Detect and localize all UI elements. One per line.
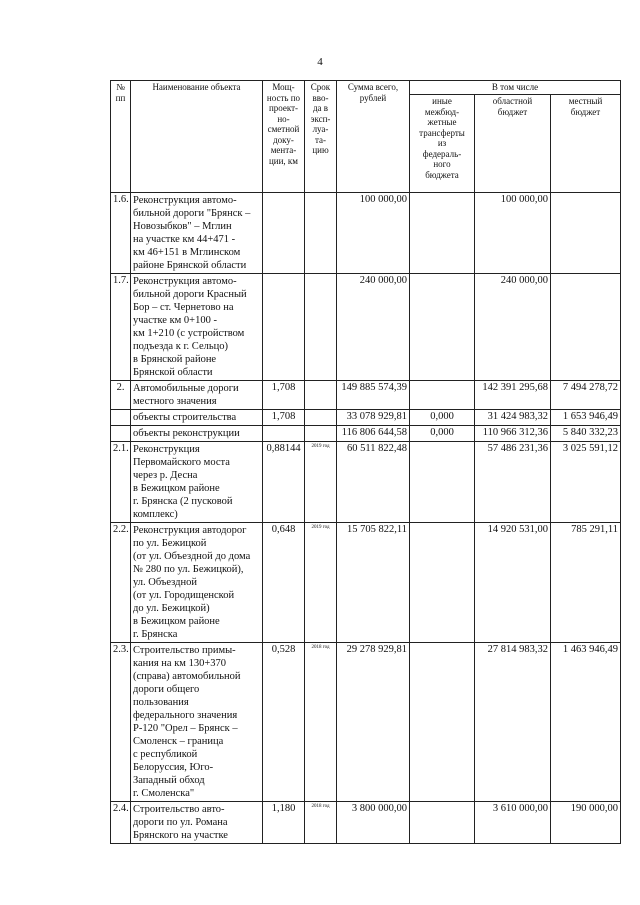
cell-local: 785 291,11: [551, 523, 621, 643]
cell-capacity: 0,88144: [263, 442, 305, 523]
cell-num: 1.6.: [111, 193, 131, 274]
table-row: [111, 410, 621, 426]
cell-local: 190 000,00: [551, 802, 621, 844]
table-row: [111, 523, 621, 643]
page-number: 4: [317, 56, 323, 68]
cell-regional: 110 966 312,36: [475, 426, 551, 442]
header-total: Сумма всего, рублей: [337, 81, 410, 193]
cell-num: 2.: [111, 381, 131, 410]
cell-term: [305, 410, 337, 426]
cell-capacity: 1,708: [263, 381, 305, 410]
cell-federal: 0,000: [410, 410, 475, 426]
cell-term: 2019 год: [305, 442, 337, 523]
cell-regional: 57 486 231,36: [475, 442, 551, 523]
cell-regional: 100 000,00: [475, 193, 551, 274]
cell-capacity: [263, 193, 305, 274]
cell-capacity: 0,648: [263, 523, 305, 643]
cell-federal: [410, 802, 475, 844]
cell-name: Строительство авто- дороги по ул. Романа Брянского на участке: [131, 802, 263, 844]
cell-name: Автомобильные дороги местного значения: [131, 381, 263, 410]
cell-name: объекты строительства: [131, 410, 263, 426]
cell-total: 240 000,00: [337, 274, 410, 381]
cell-capacity: [263, 274, 305, 381]
cell-capacity: [263, 426, 305, 442]
cell-capacity: 1,180: [263, 802, 305, 844]
cell-capacity: 1,708: [263, 410, 305, 426]
cell-num: 2.4.: [111, 802, 131, 844]
table-row: [111, 643, 621, 802]
cell-num: [111, 410, 131, 426]
header-capacity: Мощ- ность по проект- но- сметной доку- мента- ции, км: [263, 81, 305, 193]
cell-federal: [410, 643, 475, 802]
cell-term: [305, 274, 337, 381]
cell-term: [305, 193, 337, 274]
header-term: Срок вво- да в эксп- луа- та- цию: [305, 81, 337, 193]
cell-federal: [410, 523, 475, 643]
cell-federal: 0,000: [410, 426, 475, 442]
cell-local: 7 494 278,72: [551, 381, 621, 410]
cell-local: 3 025 591,12: [551, 442, 621, 523]
table-row: [111, 442, 621, 523]
cell-federal: [410, 381, 475, 410]
table-row: [111, 426, 621, 442]
cell-regional: 14 920 531,00: [475, 523, 551, 643]
header-name: Наименование объекта: [131, 81, 263, 193]
header-regional: областной бюджет: [475, 95, 551, 193]
cell-total: 15 705 822,11: [337, 523, 410, 643]
table-row: [111, 193, 621, 274]
cell-num: 2.2.: [111, 523, 131, 643]
cell-num: 2.1.: [111, 442, 131, 523]
header-local: местный бюджет: [551, 95, 621, 193]
cell-total: 60 511 822,48: [337, 442, 410, 523]
cell-name: Реконструкция автодорог по ул. Бежицкой (от ул. Объездной до дома № 280 по ул. Бежицкой), ул. Объездной (от ул. Городищенской до ул. Бежицкой) в Бежицком районе г. Брянска: [131, 523, 263, 643]
cell-total: 149 885 574,39: [337, 381, 410, 410]
cell-capacity: 0,528: [263, 643, 305, 802]
cell-regional: 142 391 295,68: [475, 381, 551, 410]
cell-total: 3 800 000,00: [337, 802, 410, 844]
cell-total: 33 078 929,81: [337, 410, 410, 426]
table-row: [111, 274, 621, 381]
cell-federal: [410, 442, 475, 523]
cell-regional: 31 424 983,32: [475, 410, 551, 426]
budget-table: [110, 80, 621, 844]
cell-term: [305, 381, 337, 410]
table-row: [111, 381, 621, 410]
cell-name: Реконструкция автомо- бильной дороги "Брянск – Новозыбков" – Мглин на участке км 44+471 - км 46+151 в Мглинском районе Брянской области: [131, 193, 263, 274]
cell-local: 1 463 946,49: [551, 643, 621, 802]
cell-local: [551, 193, 621, 274]
cell-name: Реконструкция Первомайского моста через р. Десна в Бежицком районе г. Брянска (2 пусковой комплекс): [131, 442, 263, 523]
header-including: В том числе: [410, 81, 621, 95]
cell-regional: 27 814 983,32: [475, 643, 551, 802]
cell-num: 1.7.: [111, 274, 131, 381]
cell-num: [111, 426, 131, 442]
cell-federal: [410, 274, 475, 381]
cell-term: [305, 426, 337, 442]
cell-total: 116 806 644,58: [337, 426, 410, 442]
header-num: № пп: [111, 81, 131, 193]
cell-total: 29 278 929,81: [337, 643, 410, 802]
cell-regional: 3 610 000,00: [475, 802, 551, 844]
cell-term: 2018 год: [305, 802, 337, 844]
cell-local: 1 653 946,49: [551, 410, 621, 426]
cell-name: Реконструкция автомо- бильной дороги Красный Бор – ст. Чернетово на участке км 0+100 - км 1+210 (с устройством подъезда к г. Сельцо) в Брянской районе Брянской области: [131, 274, 263, 381]
cell-regional: 240 000,00: [475, 274, 551, 381]
cell-term: 2018 год: [305, 643, 337, 802]
cell-num: 2.3.: [111, 643, 131, 802]
cell-local: [551, 274, 621, 381]
cell-local: 5 840 332,23: [551, 426, 621, 442]
cell-federal: [410, 193, 475, 274]
cell-name: Строительство примы- кания на км 130+370 (справа) автомобильной дороги общего пользования федерального значения Р-120 "Орел – Брянск – Смоленск – граница с республикой Белоруссия, Юго- Западный обход г. Смоленска": [131, 643, 263, 802]
cell-name: объекты реконструкции: [131, 426, 263, 442]
cell-term: 2019 год: [305, 523, 337, 643]
cell-total: 100 000,00: [337, 193, 410, 274]
table-row: [111, 802, 621, 844]
header-federal: иные межбюд- жетные трансферты из федераль- ного бюджета: [410, 95, 475, 193]
